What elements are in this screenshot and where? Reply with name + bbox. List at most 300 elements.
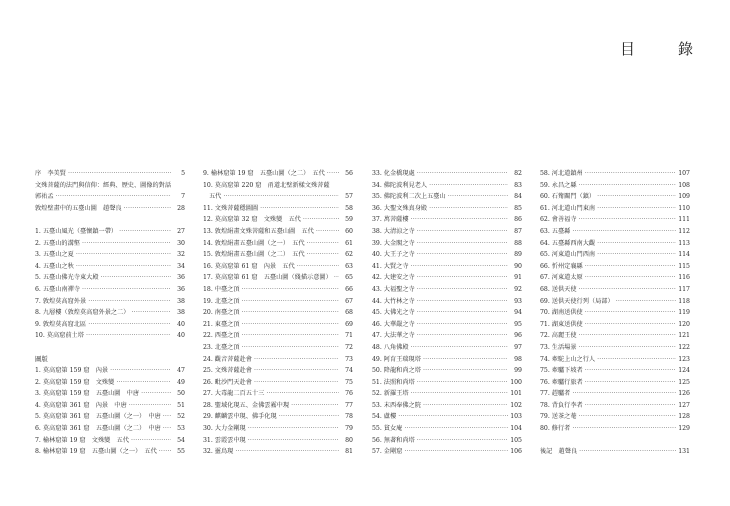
dot-leader — [404, 446, 508, 458]
dot-leader — [110, 365, 171, 377]
page-number: 72 — [345, 343, 353, 351]
toc-entry[interactable] — [203, 354, 353, 366]
toc-entry-title: 54. 盧樓 — [372, 413, 397, 421]
page-number: 66 — [345, 285, 353, 293]
toc-entry-title: 78. 背負行李者 — [540, 401, 583, 409]
toc-entry-title: 50. 降龍和尚之塔 — [372, 367, 421, 375]
dot-leader — [429, 203, 508, 215]
dot-leader — [279, 411, 339, 423]
page-number: 116 — [678, 274, 690, 282]
toc-entry[interactable] — [540, 284, 690, 296]
dot-leader — [579, 330, 676, 342]
toc-entry[interactable] — [540, 354, 690, 366]
toc-entry-title: 五代 — [209, 193, 222, 201]
page-number: 57 — [345, 193, 353, 201]
toc-entry[interactable] — [203, 226, 353, 238]
toc-entry[interactable] — [35, 238, 185, 250]
page-number: 118 — [678, 297, 690, 305]
toc-entry[interactable] — [203, 446, 353, 458]
page-number: 110 — [678, 204, 690, 212]
dot-leader — [307, 238, 339, 250]
page-number: 127 — [678, 401, 690, 409]
toc-entry-title: 6. 莫高窟第 361 窟 五臺山圖（之二） 中唐 — [35, 425, 161, 433]
toc-entry[interactable] — [35, 191, 185, 203]
spacer — [540, 435, 690, 447]
dot-leader — [579, 342, 676, 354]
page-number: 68 — [345, 309, 353, 317]
page-number: 117 — [678, 285, 690, 293]
dot-leader — [423, 400, 508, 412]
toc-entry-title: 10. 莫高窟前土塔 — [35, 332, 84, 340]
toc-entry[interactable] — [540, 226, 690, 238]
dot-leader — [248, 423, 339, 435]
toc-entry[interactable] — [540, 365, 690, 377]
toc-entry[interactable] — [372, 168, 522, 180]
toc-entry-title: 序 李美賢 — [35, 170, 66, 177]
page-number: 93 — [514, 297, 522, 305]
page-number: 92 — [514, 285, 522, 293]
toc-entry[interactable] — [372, 377, 522, 389]
toc-entry-title: 67. 河東道太原 — [540, 274, 583, 282]
dot-leader — [86, 330, 171, 342]
toc-entry-title: 19. 北臺之頂 — [203, 297, 240, 305]
page-number: 78 — [345, 413, 353, 421]
toc-entry-title: 3. 莫高窟第 159 窟 五臺山圖 中唐 — [35, 390, 140, 398]
toc-entry-title: 47. 大法華之寺 — [372, 332, 415, 340]
toc-entry[interactable] — [372, 330, 522, 342]
dot-leader — [82, 238, 171, 250]
toc-entry[interactable] — [372, 388, 522, 400]
toc-entry[interactable] — [540, 168, 690, 180]
toc-entry[interactable] — [203, 342, 353, 354]
page-number: 88 — [514, 239, 522, 247]
toc-entry[interactable] — [35, 423, 185, 435]
toc-entry[interactable] — [372, 435, 522, 447]
page-number: 59 — [345, 216, 353, 224]
toc-entry[interactable] — [35, 400, 185, 412]
page-number: 112 — [678, 227, 690, 235]
dot-leader — [68, 168, 171, 180]
toc-entry[interactable] — [540, 307, 690, 319]
toc-entry[interactable] — [540, 342, 690, 354]
toc-entry-title: 46. 大華嚴之寺 — [372, 320, 415, 328]
page-number: 27 — [177, 227, 185, 235]
toc-entry-title: 1. 莫高窟第 159 窟 內景 — [35, 367, 109, 375]
toc-entry[interactable] — [35, 203, 185, 215]
page-number: 51 — [177, 401, 185, 409]
dot-leader — [132, 307, 172, 319]
dot-leader — [585, 319, 676, 331]
dot-leader — [585, 377, 676, 389]
toc-entry[interactable] — [372, 319, 522, 331]
toc-entry-title: 43. 大福聖之寺 — [372, 285, 415, 293]
toc-entry[interactable] — [372, 400, 522, 412]
toc-entry-title: 44. 大竹林之寺 — [372, 297, 415, 305]
page-number: 73 — [345, 355, 353, 363]
toc-entry-title: 13. 敦煌絹畫文殊菩薩和五臺山圖 五代 — [203, 227, 314, 235]
toc-entry-title: 24. 觀音菩薩赴會 — [203, 355, 252, 363]
toc-entry[interactable] — [540, 180, 690, 192]
dot-leader — [242, 342, 339, 354]
toc-entry-title: 4. 五臺山之秋 — [35, 262, 74, 270]
page-number: 102 — [510, 401, 522, 409]
page-number: 38 — [177, 309, 185, 317]
dot-leader — [572, 226, 676, 238]
toc-entry-title: 55. 貧女庵 — [372, 425, 403, 433]
toc-entry[interactable] — [35, 284, 185, 296]
page-number: 80 — [345, 436, 353, 444]
toc-entry[interactable] — [35, 249, 185, 261]
dot-leader — [423, 354, 508, 366]
page-number: 123 — [678, 355, 690, 363]
toc-entry-title: 73. 生活場景 — [540, 343, 577, 351]
toc-entry-title: 66. 忻州定襄縣 — [540, 262, 583, 270]
toc-entry[interactable] — [372, 365, 522, 377]
toc-entry-title: 35. 佛陀波利二次上五臺山 — [372, 193, 446, 201]
page-number: 69 — [345, 320, 353, 328]
toc-entry-title: 30. 大力金剛現 — [203, 425, 246, 433]
toc-entry-title: 5. 五臺山佛光寺東大殿 — [35, 274, 99, 282]
toc-entry-title: 41. 大賢之寺 — [372, 262, 409, 270]
page-number: 86 — [514, 216, 522, 224]
dot-leader — [417, 330, 508, 342]
page-number: 103 — [510, 413, 522, 421]
toc-entry[interactable] — [35, 307, 185, 319]
toc-entry-title: 8. 九層樓（敦煌莫高窟外景之二） — [35, 309, 130, 317]
toc-entry[interactable] — [372, 411, 522, 423]
page-number: 104 — [510, 425, 522, 433]
toc-entry-title: 68. 送供天使 — [540, 285, 577, 293]
toc-entry[interactable] — [372, 214, 522, 226]
dot-leader — [597, 354, 676, 366]
page-number: 111 — [678, 216, 690, 224]
page-number: 85 — [514, 204, 522, 212]
toc-entry[interactable] — [372, 354, 522, 366]
page-number: 94 — [514, 309, 522, 317]
toc-entry[interactable] — [540, 203, 690, 215]
dot-leader — [82, 284, 171, 296]
toc-entry[interactable] — [35, 226, 185, 238]
toc-entry[interactable] — [203, 214, 353, 226]
toc-entry-title: 敦煌壁畫中的五臺山圖 趙聲良 — [35, 204, 122, 212]
page-number: 89 — [514, 251, 522, 259]
toc-column-2 — [203, 168, 353, 458]
page-number: 76 — [345, 390, 353, 398]
toc-entry-title: 17. 莫高窟第 61 窟 五臺山圖（綫描示意圖） — [203, 274, 332, 282]
dot-leader — [76, 249, 171, 261]
toc-entry-title: 14. 敦煌絹畫五臺山圖（之一） 五代 — [203, 239, 305, 247]
page-number: 74 — [345, 367, 353, 375]
toc-entry[interactable] — [540, 249, 690, 261]
toc-entry-title: 8. 榆林窟第 19 窟 五臺山圖（之一） 五代 — [35, 448, 157, 456]
toc-entry-title: 4. 莫高窟第 361 窟 內景 中唐 — [35, 401, 127, 409]
toc-entry[interactable] — [372, 261, 522, 273]
page-number: 87 — [514, 227, 522, 235]
page-number: 101 — [510, 390, 522, 398]
toc-entry[interactable] — [203, 191, 353, 203]
page-title: 目 錄 — [620, 40, 708, 58]
toc-entry-title: 45. 大佛光之寺 — [372, 309, 415, 317]
page-number: 40 — [177, 320, 185, 328]
toc-entry[interactable] — [203, 400, 353, 412]
toc-entry-title: 76. 牽驢行旅者 — [540, 378, 583, 386]
toc-entry[interactable] — [203, 272, 353, 284]
page-number: 82 — [514, 170, 522, 177]
dot-leader — [417, 168, 508, 180]
page-number: 96 — [514, 332, 522, 340]
toc-entry[interactable] — [372, 238, 522, 250]
toc-entry-title: 22. 西臺之頂 — [203, 332, 240, 340]
dot-leader — [423, 365, 508, 377]
toc-entry-title: 60. 石觜關門（鎮） — [540, 193, 596, 201]
toc-entry-title: 7. 榆林窟第 19 窟 文殊變 五代 — [35, 436, 129, 444]
toc-entry[interactable] — [372, 284, 522, 296]
page-number: 71 — [345, 332, 353, 340]
toc-entry[interactable] — [540, 388, 690, 400]
toc-entry[interactable] — [540, 296, 690, 308]
page-number: 90 — [514, 262, 522, 270]
dot-leader — [327, 168, 339, 180]
dot-leader — [163, 423, 171, 435]
toc-entry[interactable] — [203, 296, 353, 308]
toc-entry[interactable] — [35, 272, 185, 284]
dot-leader — [429, 180, 508, 192]
toc-entry-title: 郭祐孟 — [35, 193, 54, 201]
toc-entry[interactable] — [372, 249, 522, 261]
toc-entry-title: 49. 阿育王瑞現塔 — [372, 355, 421, 363]
page-number: 61 — [345, 239, 353, 247]
toc-entry[interactable] — [540, 191, 690, 203]
toc-entry-title: 57. 金剛窟 — [372, 448, 403, 456]
page-number: 53 — [177, 425, 185, 433]
toc-entry[interactable] — [203, 307, 353, 319]
dot-leader — [579, 180, 676, 192]
dot-leader — [334, 272, 339, 284]
toc-entry-title: 32. 靈鳥現 — [203, 448, 234, 456]
dot-leader — [417, 284, 508, 296]
dot-leader — [76, 261, 171, 273]
toc-entry[interactable] — [540, 272, 690, 284]
toc-entry[interactable] — [35, 435, 185, 447]
toc-entry-title: 28. 聖域化現五、金佛雲霧中現 — [203, 401, 290, 409]
page-number: 97 — [514, 343, 522, 351]
toc-entry-title: 64. 五臺縣西南大觀 — [540, 239, 596, 247]
page-number: 100 — [510, 378, 522, 386]
dot-leader — [88, 296, 171, 308]
toc-entry-title: 40. 大王子之寺 — [372, 251, 415, 259]
toc-entry-title: 3. 五臺山之夏 — [35, 251, 74, 259]
page-number: 79 — [345, 425, 353, 433]
toc-entry[interactable] — [35, 388, 185, 400]
toc-entry[interactable] — [372, 307, 522, 319]
toc-entry[interactable] — [372, 272, 522, 284]
page-number: 91 — [514, 274, 522, 282]
toc-entry[interactable] — [372, 180, 522, 192]
dot-leader — [163, 411, 171, 423]
dot-leader — [266, 388, 339, 400]
toc-entry-title: 18. 中臺之頂 — [203, 285, 240, 293]
page-number: 50 — [177, 390, 185, 398]
toc-entry[interactable] — [35, 330, 185, 342]
toc-entry[interactable] — [203, 435, 353, 447]
toc-entry-title: 29. 麒麟雲中現、佛手化現 — [203, 413, 277, 421]
toc-entry[interactable] — [540, 330, 690, 342]
page-number: 77 — [345, 401, 353, 409]
toc-entry[interactable] — [372, 446, 522, 458]
toc-entry[interactable] — [203, 365, 353, 377]
page-number: 58 — [345, 204, 353, 212]
dot-leader — [141, 388, 171, 400]
page-number: 5 — [181, 170, 185, 177]
toc-entry[interactable] — [203, 168, 353, 180]
toc-entry[interactable] — [203, 249, 353, 261]
toc-entry[interactable] — [35, 168, 185, 180]
toc-entry[interactable] — [203, 319, 353, 331]
toc-entry-title: 53. 末西奉佛之院 — [372, 401, 421, 409]
dot-leader — [254, 365, 339, 377]
dot-leader — [585, 307, 676, 319]
dot-leader — [417, 238, 508, 250]
toc-entry[interactable] — [540, 411, 690, 423]
toc-entry-title-line: 文殊菩薩的法門與信仰：經典、歷史、圖像的對話 — [35, 181, 172, 189]
page-number: 55 — [177, 448, 185, 456]
page-number: 129 — [678, 425, 690, 433]
toc-entry-title: 71. 湖東送供使 — [540, 320, 583, 328]
dot-leader — [242, 319, 339, 331]
page-number: 84 — [514, 193, 522, 201]
toc-entry-title: 31. 雲霞雲中現 — [203, 436, 246, 444]
page-number: 121 — [678, 332, 690, 340]
toc-entry[interactable] — [372, 342, 522, 354]
toc-entry[interactable] — [372, 191, 522, 203]
toc-entry[interactable] — [540, 377, 690, 389]
toc-entry-title: 51. 法照和尚塔 — [372, 378, 415, 386]
toc-entry-title: 39. 大金閣之寺 — [372, 239, 415, 247]
toc-entry-title: 後記 趙聲良 — [540, 448, 578, 456]
toc-entry-title: 33. 化金橋現處 — [372, 170, 415, 177]
page-number: 83 — [514, 181, 522, 189]
toc-entry-title: 48. 八角佛殿 — [372, 343, 409, 351]
page-number: 119 — [678, 309, 690, 317]
page-number: 115 — [678, 262, 690, 270]
toc-entry-title: 56. 無著和尚塔 — [372, 436, 415, 444]
toc-entry-title: 75. 牽驢下坡者 — [540, 367, 583, 375]
spacer — [35, 214, 185, 226]
toc-entry[interactable] — [203, 423, 353, 435]
toc-entry-title: 23. 北臺之頂 — [203, 343, 240, 351]
toc-entry[interactable] — [540, 400, 690, 412]
dot-leader — [411, 388, 508, 400]
page-number: 62 — [345, 251, 353, 259]
toc-column-1 — [35, 168, 185, 458]
toc-entry[interactable] — [540, 238, 690, 250]
toc-entry[interactable] — [540, 319, 690, 331]
dot-leader — [260, 203, 339, 215]
toc-entry[interactable] — [35, 377, 185, 389]
toc-entry[interactable] — [203, 377, 353, 389]
page-number: 38 — [177, 297, 185, 305]
dot-leader — [585, 365, 676, 377]
page-number: 120 — [678, 320, 690, 328]
toc-entry[interactable] — [203, 261, 353, 273]
toc-entry-title: 77. 趕驢者 — [540, 390, 571, 398]
dot-leader — [585, 400, 676, 412]
dot-leader — [235, 446, 339, 458]
toc-entry[interactable] — [203, 330, 353, 342]
toc-entry-title: 59. 永昌之縣 — [540, 181, 577, 189]
dot-leader — [579, 214, 676, 226]
toc-entry-title: 70. 湖南送供使 — [540, 309, 583, 317]
page-number: 131 — [678, 448, 690, 456]
toc-entry-title: 21. 東臺之頂 — [203, 320, 240, 328]
page-number: 56 — [345, 170, 353, 177]
toc-entry[interactable] — [372, 423, 522, 435]
toc-entry[interactable] — [35, 261, 185, 273]
toc-entry-title: 9. 榆林窟第 19 窟 五臺山圖（之二） 五代 — [203, 170, 325, 177]
toc-entry[interactable] — [540, 446, 690, 458]
toc-entry[interactable] — [203, 284, 353, 296]
page-number: 124 — [678, 367, 690, 375]
dot-leader — [417, 307, 508, 319]
dot-leader — [417, 226, 508, 238]
page-number: 98 — [514, 355, 522, 363]
toc-entry[interactable] — [203, 411, 353, 423]
toc-entry-title: 74. 牽駝上山之行人 — [540, 355, 596, 363]
toc-entry[interactable] — [35, 365, 185, 377]
toc-entry[interactable] — [372, 203, 522, 215]
toc-entry[interactable] — [203, 238, 353, 250]
dot-leader — [417, 272, 508, 284]
toc-entry[interactable] — [203, 203, 353, 215]
page-number: 28 — [177, 204, 185, 212]
dot-leader — [101, 272, 171, 284]
spacer — [35, 342, 185, 354]
toc-entry[interactable] — [35, 319, 185, 331]
dot-leader — [597, 191, 676, 203]
toc-entry-title: 36. 大聖文殊真身殿 — [372, 204, 428, 212]
page-number: 34 — [177, 262, 185, 270]
dot-leader — [411, 342, 508, 354]
dot-leader — [579, 284, 676, 296]
toc-entry-title: 6. 五臺山南禪寺 — [35, 285, 80, 293]
toc-entry-title: 16. 莫高窟第 61 窟 內景 五代 — [203, 262, 295, 270]
dot-leader — [119, 226, 171, 238]
page-number: 54 — [177, 436, 185, 444]
toc-entry-title: 37. 萬菩薩樓 — [372, 216, 409, 224]
toc-entry-title: 62. 會善福寺 — [540, 216, 577, 224]
dot-leader — [417, 435, 508, 447]
dot-leader — [404, 423, 508, 435]
toc-entry-title: 15. 敦煌絹畫五臺山圖（之二） 五代 — [203, 251, 305, 259]
page-number: 32 — [177, 251, 185, 259]
toc-entry[interactable] — [540, 214, 690, 226]
toc-entry[interactable] — [35, 446, 185, 458]
dot-leader — [572, 423, 676, 435]
toc-entry[interactable] — [540, 423, 690, 435]
page-number: 60 — [345, 227, 353, 235]
toc-entry[interactable] — [372, 296, 522, 308]
page-number: 36 — [177, 274, 185, 282]
toc-entry[interactable] — [540, 261, 690, 273]
toc-entry[interactable] — [35, 411, 185, 423]
toc-entry-title: 65. 河東道山門西南 — [540, 251, 596, 259]
toc-entry-title: 61. 河北道山門東南 — [540, 204, 596, 212]
page-number: 106 — [510, 448, 522, 456]
toc-entry[interactable] — [372, 226, 522, 238]
toc-entry[interactable] — [35, 296, 185, 308]
dot-leader — [291, 400, 339, 412]
toc-entry[interactable] — [203, 388, 353, 400]
